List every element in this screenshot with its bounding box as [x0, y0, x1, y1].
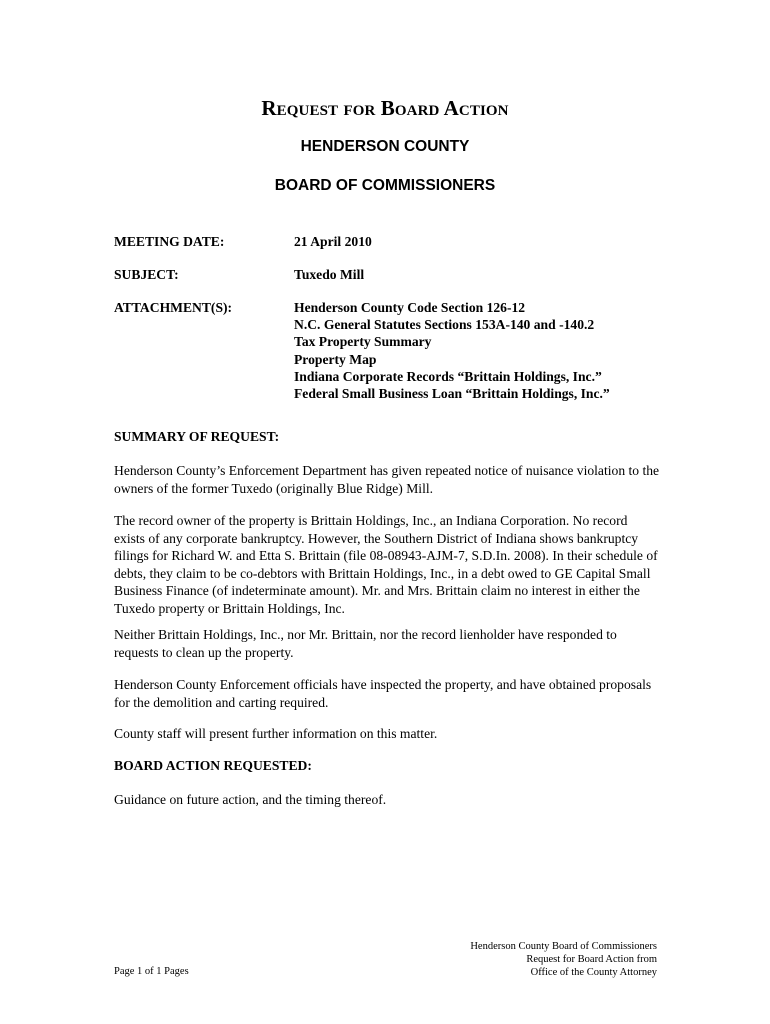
attachments-list — [294, 299, 610, 402]
document-title: Request for Board Action — [261, 96, 509, 120]
county-heading: HENDERSON COUNTY — [300, 138, 470, 155]
attachments-label: ATTACHMENT(S): — [114, 300, 233, 315]
summary-paragraph: Henderson County Enforcement officials have inspected the property, and have obtained proposals for the demolition and carting required. — [114, 677, 652, 710]
footer-line: Request for Board Action from — [526, 954, 657, 966]
subject-value: Tuxedo Mill — [294, 267, 365, 282]
summary-paragraph: The record owner of the property is Brittain Holdings, Inc., an Indiana Corporation. No record exists of any corporate bankruptcy. However, the Southern District of Indiana shows bankruptcy filings for Richard W. and Etta S. Brittain (file 08-08943-AJM-7, S.D.In. 2008). In their schedule of debts, they claim to be co-debtors with Brittain Holdings, Inc., in a debt owed to GE Capital Small Business Finance (of indeterminate amount). Mr. and Mrs. Brittain claim no interest in either the Tuxedo property or Brittain Holdings, Inc. — [114, 513, 658, 616]
summary-paragraph: Henderson County’s Enforcement Department has given repeated notice of nuisance violation to the owners of the former Tuxedo (originally Blue Ridge) Mill. — [114, 463, 660, 496]
attachment-item: Federal Small Business Loan “Brittain Holdings, Inc.” — [294, 386, 610, 402]
attachment-item: N.C. General Statutes Sections 153A-140 and -140.2 — [294, 317, 595, 333]
attachment-item: Indiana Corporate Records “Brittain Holdings, Inc.” — [294, 368, 602, 384]
board-heading: BOARD OF COMMISSIONERS — [274, 177, 496, 194]
attachment-item: Tax Property Summary — [294, 334, 432, 350]
meeting-date-label: MEETING DATE: — [114, 234, 225, 249]
summary-paragraph: Neither Brittain Holdings, Inc., nor Mr. Brittain, nor the record lienholder have responded to requests to clean up the property. — [114, 627, 617, 660]
page-number: Page 1 of 1 Pages — [114, 966, 189, 977]
meeting-date-value: 21 April 2010 — [294, 234, 372, 249]
subject-label: SUBJECT: — [114, 267, 179, 282]
footer-line: Office of the County Attorney — [530, 967, 657, 979]
attachment-item: Property Map — [294, 351, 377, 367]
summary-paragraph: County staff will present further information on this matter. — [114, 726, 438, 741]
footer-attribution — [470, 940, 657, 980]
attachment-item: Henderson County Code Section 126-12 — [294, 300, 526, 315]
footer-line: Henderson County Board of Commissioners — [470, 941, 657, 952]
action-heading: BOARD ACTION REQUESTED: — [114, 758, 312, 773]
summary-heading: SUMMARY OF REQUEST: — [114, 429, 280, 444]
action-text: Guidance on future action, and the timing thereof. — [114, 792, 387, 807]
